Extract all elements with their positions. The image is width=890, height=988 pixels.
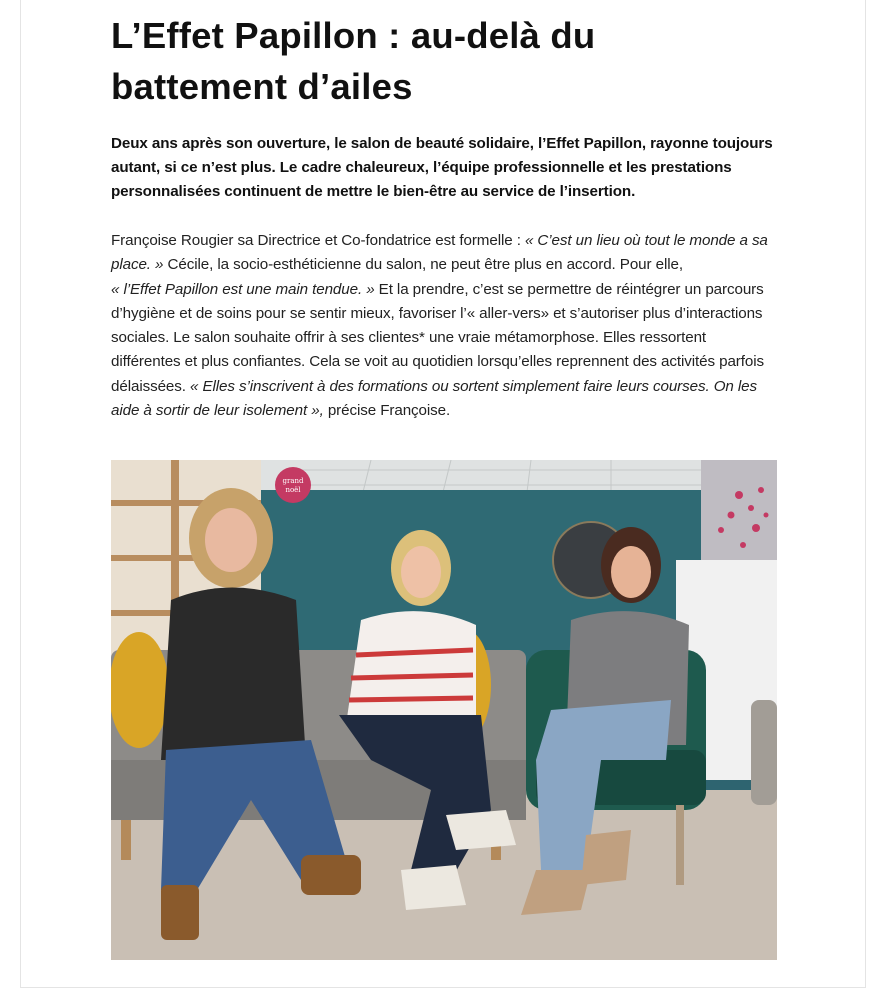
sign-text-2: noël [285, 486, 301, 494]
body-sentence-2: Cécile, la socio-esthéticienne du salon, ne peut être plus en accord. Pour elle, [163, 256, 683, 274]
body-quote-2: « l’Effet Papillon est une main tendue. » [111, 280, 375, 298]
salon-team-photo [111, 460, 777, 960]
article-body [111, 229, 779, 423]
body-sentence-1: Françoise Rougier sa Directrice et Co-fondatrice est formelle : [111, 232, 525, 249]
body-sentence-3: Et la prendre, c’est se permettre de réintégrer un parcours d’hygiène et de soins pour se sentir mieux, favoriser l’« aller-vers» et s’autoriser plus d’interactions sociales. Le salon souhaite offrir à ses clientes* une vraie métamorphose. Elles ressortent différentes et plus confiantes. Cela se voit au quotidien lorsqu’elles reprennent des activités parfois délaissées. [111, 280, 764, 395]
title-line-2: battement d’ailes [111, 66, 413, 107]
yellow-cushion-left [111, 632, 169, 748]
vase [751, 700, 777, 805]
article-title [111, 10, 771, 112]
body-quote-3: « Elles s’inscrivent à des formations ou sortent simplement faire leurs courses. On les aide à sortir de leur isolement », [111, 377, 757, 420]
body-quote-1: « C’est un lieu où tout le monde a sa place. » [111, 232, 768, 274]
photo-illustration [111, 460, 777, 960]
title-line-1: L’Effet Papillon : au-delà du [111, 15, 596, 56]
body-sentence-4: précise Françoise. [323, 402, 451, 420]
sign-text-1: grand [282, 477, 304, 485]
grand-noel-sign [275, 467, 311, 503]
article-lede: Deux ans après son ouverture, le salon de beauté solidaire, l’Effet Papillon, rayonne toujours autant, si ce n’est plus. Le cadre chaleureux, l’équipe professionnelle et les prestations personnalisées continuent de mettre le bien-être au service de l’insertion. [111, 135, 773, 200]
